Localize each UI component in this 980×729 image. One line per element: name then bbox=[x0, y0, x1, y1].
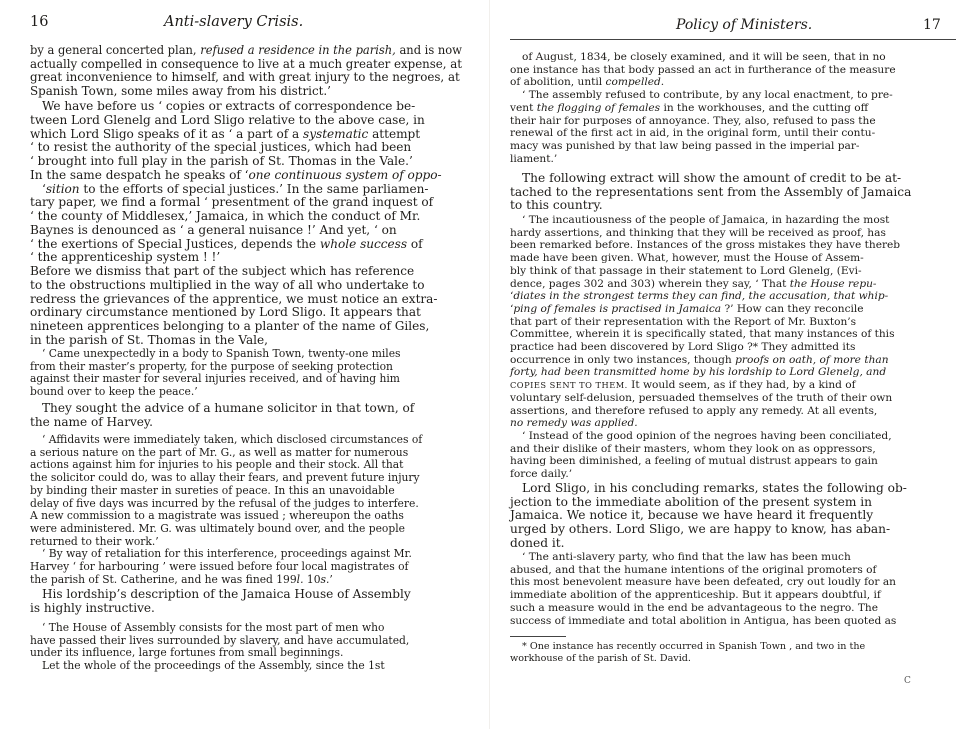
text-line bbox=[30, 238, 442, 252]
text-line bbox=[30, 588, 411, 602]
text-line bbox=[510, 76, 896, 89]
text-segment: made have been given. What, however, must the House of Assem- bbox=[510, 252, 864, 265]
text-segment: of abolition, until bbox=[510, 76, 606, 89]
text-line bbox=[510, 303, 900, 316]
text-line bbox=[510, 430, 900, 443]
text-segment: jection to the immediate abolition of the present system in bbox=[510, 494, 873, 509]
text-line bbox=[510, 328, 900, 341]
text-line bbox=[30, 402, 414, 416]
text-segment: vent bbox=[510, 101, 537, 114]
right-running-head: Policy of Ministers. bbox=[676, 17, 813, 33]
text-segment: is highly instructive. bbox=[30, 600, 155, 615]
text-segment: force daily.’ bbox=[510, 468, 573, 481]
text-segment: Before we dismiss that part of the subject which has reference bbox=[30, 264, 415, 278]
text-segment: a serious nature on the part of Mr. G., as well as matter for numerous bbox=[30, 445, 409, 459]
right-page bbox=[490, 0, 980, 729]
text-segment: success of immediate and total abolition in Antigua, has been quoted as bbox=[510, 614, 897, 627]
text-line bbox=[30, 574, 422, 587]
text-line bbox=[30, 320, 442, 334]
right-page-number: 17 bbox=[923, 17, 941, 33]
text-segment: by a general concerted plan, bbox=[30, 43, 201, 57]
text-line bbox=[510, 405, 900, 418]
text-line bbox=[510, 366, 900, 379]
text-line bbox=[30, 155, 442, 169]
text-line bbox=[510, 199, 911, 213]
text-segment: diates in the strongest terms they can find, the accusation, that whip- bbox=[513, 290, 889, 303]
text-line bbox=[510, 316, 900, 329]
right-block-5 bbox=[510, 551, 896, 627]
text-line bbox=[510, 602, 896, 615]
text-segment: ‘ bbox=[510, 290, 514, 303]
text-segment: attempt bbox=[368, 126, 421, 141]
text-line bbox=[510, 278, 900, 291]
text-segment: Harvey ‘ for harbouring ’ were issued before four local magistrates of bbox=[30, 560, 409, 574]
text-segment: hardy assertions, and thinking that they will be received as proof, has bbox=[510, 226, 886, 239]
text-line bbox=[510, 153, 896, 166]
text-segment: the name of Harvey. bbox=[30, 414, 153, 429]
text-segment: 10 bbox=[303, 572, 321, 586]
text-segment: been remarked before. Instances of the gross mistakes they have thereb bbox=[510, 239, 901, 252]
text-line bbox=[510, 115, 896, 128]
text-segment: under its influence, large fortunes from small beginnings. bbox=[30, 646, 344, 660]
text-line bbox=[510, 127, 896, 140]
text-line bbox=[30, 334, 442, 348]
text-segment: ping of females is practised in Jamaica bbox=[513, 302, 722, 315]
text-line bbox=[510, 509, 907, 523]
text-line bbox=[510, 186, 911, 200]
text-segment: that part of their representation with the Report of Mr. Buxton’s bbox=[510, 315, 857, 328]
text-line bbox=[30, 416, 414, 430]
text-line bbox=[30, 44, 462, 58]
text-segment: were administered. Mr. G. was ultimately bound over, and the people bbox=[30, 521, 405, 535]
text-segment: from their master’s property, for the purpose of seeking protection bbox=[30, 359, 393, 373]
text-line bbox=[30, 58, 474, 72]
right-block-1 bbox=[510, 51, 896, 165]
text-segment: ‘ bbox=[510, 302, 514, 315]
text-segment: l. bbox=[296, 572, 304, 586]
text-segment: which Lord Sligo speaks of it as ‘ a part of a bbox=[30, 126, 304, 141]
text-line bbox=[30, 224, 442, 238]
text-segment: workhouse of the parish of St. David. bbox=[510, 653, 691, 664]
text-line bbox=[510, 172, 911, 186]
text-line bbox=[510, 551, 896, 564]
text-segment: to the efforts of special justices.’ In the same parliamen- bbox=[79, 181, 429, 196]
text-line bbox=[510, 417, 900, 430]
text-segment: their hair for purposes of annoyance. They, also, refused to pass the bbox=[510, 114, 876, 127]
text-segment: They sought the advice of a humane solicitor in that town, of bbox=[42, 401, 415, 415]
text-line bbox=[510, 227, 900, 240]
text-segment: Let the whole of the proceedings of the Assembly, since the 1st bbox=[42, 659, 385, 673]
left-block-4 bbox=[30, 402, 414, 429]
text-segment: Baynes is denounced as ‘ a general nuisance !’ And yet, ‘ on bbox=[30, 222, 397, 237]
text-segment: ‘ The House of Assembly consists for the most part of men who bbox=[42, 621, 385, 634]
text-segment: doned it. bbox=[510, 535, 565, 550]
text-segment: Lord Sligo, in his concluding remarks, states the following ob- bbox=[522, 481, 907, 495]
text-line bbox=[30, 196, 442, 210]
text-segment: by binding their master in sureties of peace. In this an unavoidable bbox=[30, 483, 395, 497]
text-segment: this most benevolent measure have been defeated, cry out loudly for an bbox=[510, 576, 896, 589]
text-segment: in the parish of St. Thomas in the Vale, bbox=[30, 332, 268, 347]
text-line bbox=[30, 293, 442, 307]
text-segment: bound over to keep the peace.’ bbox=[30, 385, 198, 399]
text-line bbox=[510, 64, 896, 77]
text-line bbox=[510, 443, 900, 456]
right-block-2 bbox=[510, 172, 911, 213]
text-segment: sition bbox=[45, 181, 80, 196]
text-segment: one instance has that body passed an act in furtherance of the measure bbox=[510, 63, 896, 76]
text-line bbox=[30, 141, 442, 155]
text-segment: ‘ Affidavits were immediately taken, which disclosed circumstances of bbox=[42, 433, 423, 446]
text-segment: and is now bbox=[395, 43, 463, 57]
text-segment: ‘ to resist the authority of the special justices, which had been bbox=[30, 140, 412, 155]
text-line bbox=[30, 602, 411, 616]
text-segment: redress the grievances of the apprentice, we must notice an extra- bbox=[30, 291, 438, 306]
text-segment: ‘ The incautiousness of the people of Jamaica, in hazarding the most bbox=[522, 214, 890, 226]
text-line bbox=[510, 496, 907, 510]
text-segment: having been diminished, a feeling of mutual distrust appears to gain bbox=[510, 455, 878, 468]
text-segment: tween Lord Glenelg and Lord Sligo relative to the above case, in bbox=[30, 112, 425, 127]
right-header-rule bbox=[510, 39, 956, 40]
text-segment: Committee, wherein it is specifically stated, that many instances of this bbox=[510, 328, 895, 341]
text-segment: abused, and that the humane intentions of the original promoters of bbox=[510, 563, 877, 576]
text-segment: In the same despatch he speaks of ‘ bbox=[30, 167, 249, 182]
text-segment: nineteen apprentices belonging to a planter of the name of Giles, bbox=[30, 319, 430, 333]
text-line bbox=[510, 214, 900, 227]
text-segment: in the workhouses, and the cutting off bbox=[660, 101, 869, 114]
text-segment: such a measure would in the end be advantageous to the negro. The bbox=[510, 601, 879, 614]
left-page-number: 16 bbox=[30, 14, 49, 30]
text-segment: immediate abolition of the apprenticeship. But it appears doubtful, if bbox=[510, 589, 881, 602]
right-running-header bbox=[490, 14, 980, 36]
text-segment: ‘ brought into full play in the parish of St. Thomas in the Vale.’ bbox=[30, 154, 413, 168]
text-line bbox=[510, 51, 896, 64]
text-segment: A new commission to a magistrate was issued ; whereupon the oaths bbox=[30, 509, 404, 523]
text-segment: ordinary circumstance mentioned by Lord Sligo. It appears that bbox=[30, 305, 421, 320]
text-line bbox=[510, 589, 896, 602]
text-line bbox=[30, 114, 442, 128]
left-block-1 bbox=[30, 44, 476, 98]
text-segment: forty, had been transmitted home by his lordship to Lord Glenelg, and bbox=[510, 366, 887, 379]
signature-mark: C bbox=[904, 676, 911, 686]
text-segment: no remedy was applied. bbox=[510, 417, 638, 430]
text-line bbox=[30, 183, 442, 197]
text-segment: bly think of that passage in their statement to Lord Glenelg, (Evi- bbox=[510, 264, 862, 277]
text-line bbox=[510, 102, 896, 115]
right-block-3 bbox=[510, 214, 900, 481]
text-segment: liament.’ bbox=[510, 152, 558, 165]
text-line bbox=[510, 615, 896, 628]
text-segment: tary paper, we find a formal ‘ presentment of the grand inquest of bbox=[30, 195, 434, 210]
text-line bbox=[30, 85, 476, 99]
text-segment: the House repu- bbox=[789, 277, 877, 290]
text-segment: compelled. bbox=[605, 76, 665, 89]
text-line bbox=[510, 379, 900, 392]
text-segment: macy was punished by that law being passed in the imperial par- bbox=[510, 139, 860, 152]
text-line bbox=[510, 392, 900, 405]
left-block-6 bbox=[30, 588, 411, 615]
text-line bbox=[510, 290, 900, 303]
text-line bbox=[30, 265, 442, 279]
left-running-header bbox=[0, 14, 490, 36]
text-segment: assertions, and therefore refused to apply any remedy. At all events, bbox=[510, 404, 878, 417]
text-line bbox=[30, 279, 442, 293]
text-segment: actions against him for injuries to his people and their stock. All that bbox=[30, 458, 404, 472]
text-segment: whole success bbox=[319, 236, 408, 251]
text-segment: of August, 1834, be closely examined, and it will be seen, that in no bbox=[522, 51, 886, 63]
text-line bbox=[510, 455, 900, 468]
text-segment: the flogging of females bbox=[536, 101, 661, 114]
left-block-7 bbox=[30, 622, 409, 673]
footnote-rule bbox=[510, 636, 566, 637]
text-segment: systematic bbox=[303, 126, 369, 141]
text-segment: voluntary self-delusion, persuaded themselves of the truth of their own bbox=[510, 391, 893, 404]
text-line bbox=[510, 89, 896, 102]
text-line bbox=[510, 140, 896, 153]
right-block-4 bbox=[510, 482, 907, 551]
text-segment: ?’ How can they reconcile bbox=[721, 302, 864, 315]
text-line bbox=[510, 252, 900, 265]
text-segment: ‘ the county of Middlesex,’ Jamaica, in which the conduct of Mr. bbox=[30, 209, 421, 223]
left-block-3 bbox=[30, 348, 401, 399]
text-line bbox=[510, 537, 907, 551]
text-line bbox=[510, 468, 900, 481]
text-segment: refused a residence in the parish, bbox=[200, 43, 396, 57]
text-segment: renewal of the first act in aid, in the original form, until their contu- bbox=[510, 127, 876, 140]
text-line bbox=[30, 251, 442, 265]
text-segment: of bbox=[407, 236, 423, 251]
text-line bbox=[30, 71, 476, 85]
text-segment: His lordship’s description of the Jamaica House of Assembly bbox=[42, 587, 411, 601]
text-segment: ‘ By way of retaliation for this interference, proceedings against Mr. bbox=[42, 547, 412, 561]
text-segment: proofs on oath, of more than bbox=[735, 353, 889, 366]
text-line bbox=[510, 239, 900, 252]
text-segment: great inconvenience to himself, and with great injury to the negroes, at bbox=[30, 70, 460, 85]
text-segment: one continuous system of oppo- bbox=[248, 167, 442, 182]
text-segment: s. bbox=[320, 572, 330, 586]
text-line bbox=[30, 306, 442, 320]
text-segment: ’ bbox=[329, 572, 333, 586]
text-segment: COPIES SENT TO THEM. bbox=[510, 380, 628, 391]
text-segment: against their master for several injuries received, and of having him bbox=[30, 372, 400, 386]
text-line bbox=[30, 128, 442, 142]
text-segment: practice had been discovered by Lord Sligo ?* They admitted its bbox=[510, 341, 856, 354]
text-segment: ‘ The assembly refused to contribute, by any local enactment, to pre- bbox=[522, 89, 893, 102]
text-line bbox=[30, 169, 442, 183]
text-segment: We have before us ‘ copies or extracts of correspondence be- bbox=[42, 99, 416, 113]
text-line bbox=[510, 482, 907, 496]
text-line bbox=[510, 564, 896, 577]
text-segment: The following extract will show the amount of credit to be at- bbox=[522, 171, 902, 185]
left-block-2 bbox=[30, 100, 442, 348]
text-line bbox=[510, 653, 865, 665]
text-line bbox=[510, 576, 896, 589]
text-segment: ‘ The anti-slavery party, who find that the law has been much bbox=[522, 551, 851, 563]
left-running-head: Anti-slavery Crisis. bbox=[164, 14, 304, 30]
text-segment: Spanish Town, some miles away from his district.’ bbox=[30, 83, 331, 98]
text-line bbox=[510, 523, 907, 537]
text-line bbox=[30, 100, 442, 114]
text-line bbox=[30, 386, 401, 399]
text-line bbox=[30, 660, 409, 673]
left-block-5 bbox=[30, 434, 422, 586]
text-line bbox=[510, 341, 900, 354]
text-segment: to the obstructions multiplied in the way of all who undertake to bbox=[30, 277, 425, 292]
text-segment: tached to the representations sent from the Assembly of Jamaica bbox=[510, 184, 912, 199]
text-line bbox=[510, 641, 865, 653]
text-segment: urged by others. Lord Sligo, we are happy to know, has aban- bbox=[510, 522, 891, 537]
footnote bbox=[510, 641, 865, 665]
text-segment: ‘ Came unexpectedly in a body to Spanish Town, twenty-one miles bbox=[42, 347, 401, 360]
text-segment: the parish of St. Catherine, and he was fined 199 bbox=[30, 572, 297, 586]
text-segment: to this country. bbox=[510, 198, 603, 213]
text-segment: It would seem, as if they had, by a kind of bbox=[627, 379, 856, 392]
text-line bbox=[30, 210, 442, 224]
text-segment: returned to their work.’ bbox=[30, 534, 159, 548]
text-segment: * One instance has recently occurred in Spanish Town , and two in the bbox=[522, 641, 866, 652]
text-segment: and their dislike of their masters, whom they look on as oppressors, bbox=[510, 442, 876, 455]
text-segment: the solicitor could do, was to allay their fears, and prevent future injury bbox=[30, 471, 420, 485]
text-segment: ‘ the apprenticeship system ! !’ bbox=[30, 250, 221, 265]
text-line bbox=[510, 265, 900, 278]
text-segment: ‘ the exertions of Special Justices, depends the bbox=[30, 236, 320, 251]
text-segment: occurrence in only two instances, though bbox=[510, 353, 736, 366]
text-line bbox=[510, 354, 900, 367]
text-segment: dence, pages 302 and 303) wherein they say, ‘ That bbox=[510, 277, 790, 290]
text-segment: delay of five days was incurred by the refusal of the judges to interfere. bbox=[30, 496, 419, 510]
text-segment: have passed their lives surrounded by slavery, and have accumulated, bbox=[30, 633, 410, 647]
text-segment: actually compelled in consequence to live at a much greater expense, at bbox=[30, 56, 463, 71]
text-segment: Jamaica. We notice it, because we have heard it frequently bbox=[510, 508, 874, 523]
text-segment: ‘ bbox=[42, 181, 46, 196]
text-segment: ‘ Instead of the good opinion of the negroes having been conciliated, bbox=[522, 429, 892, 442]
